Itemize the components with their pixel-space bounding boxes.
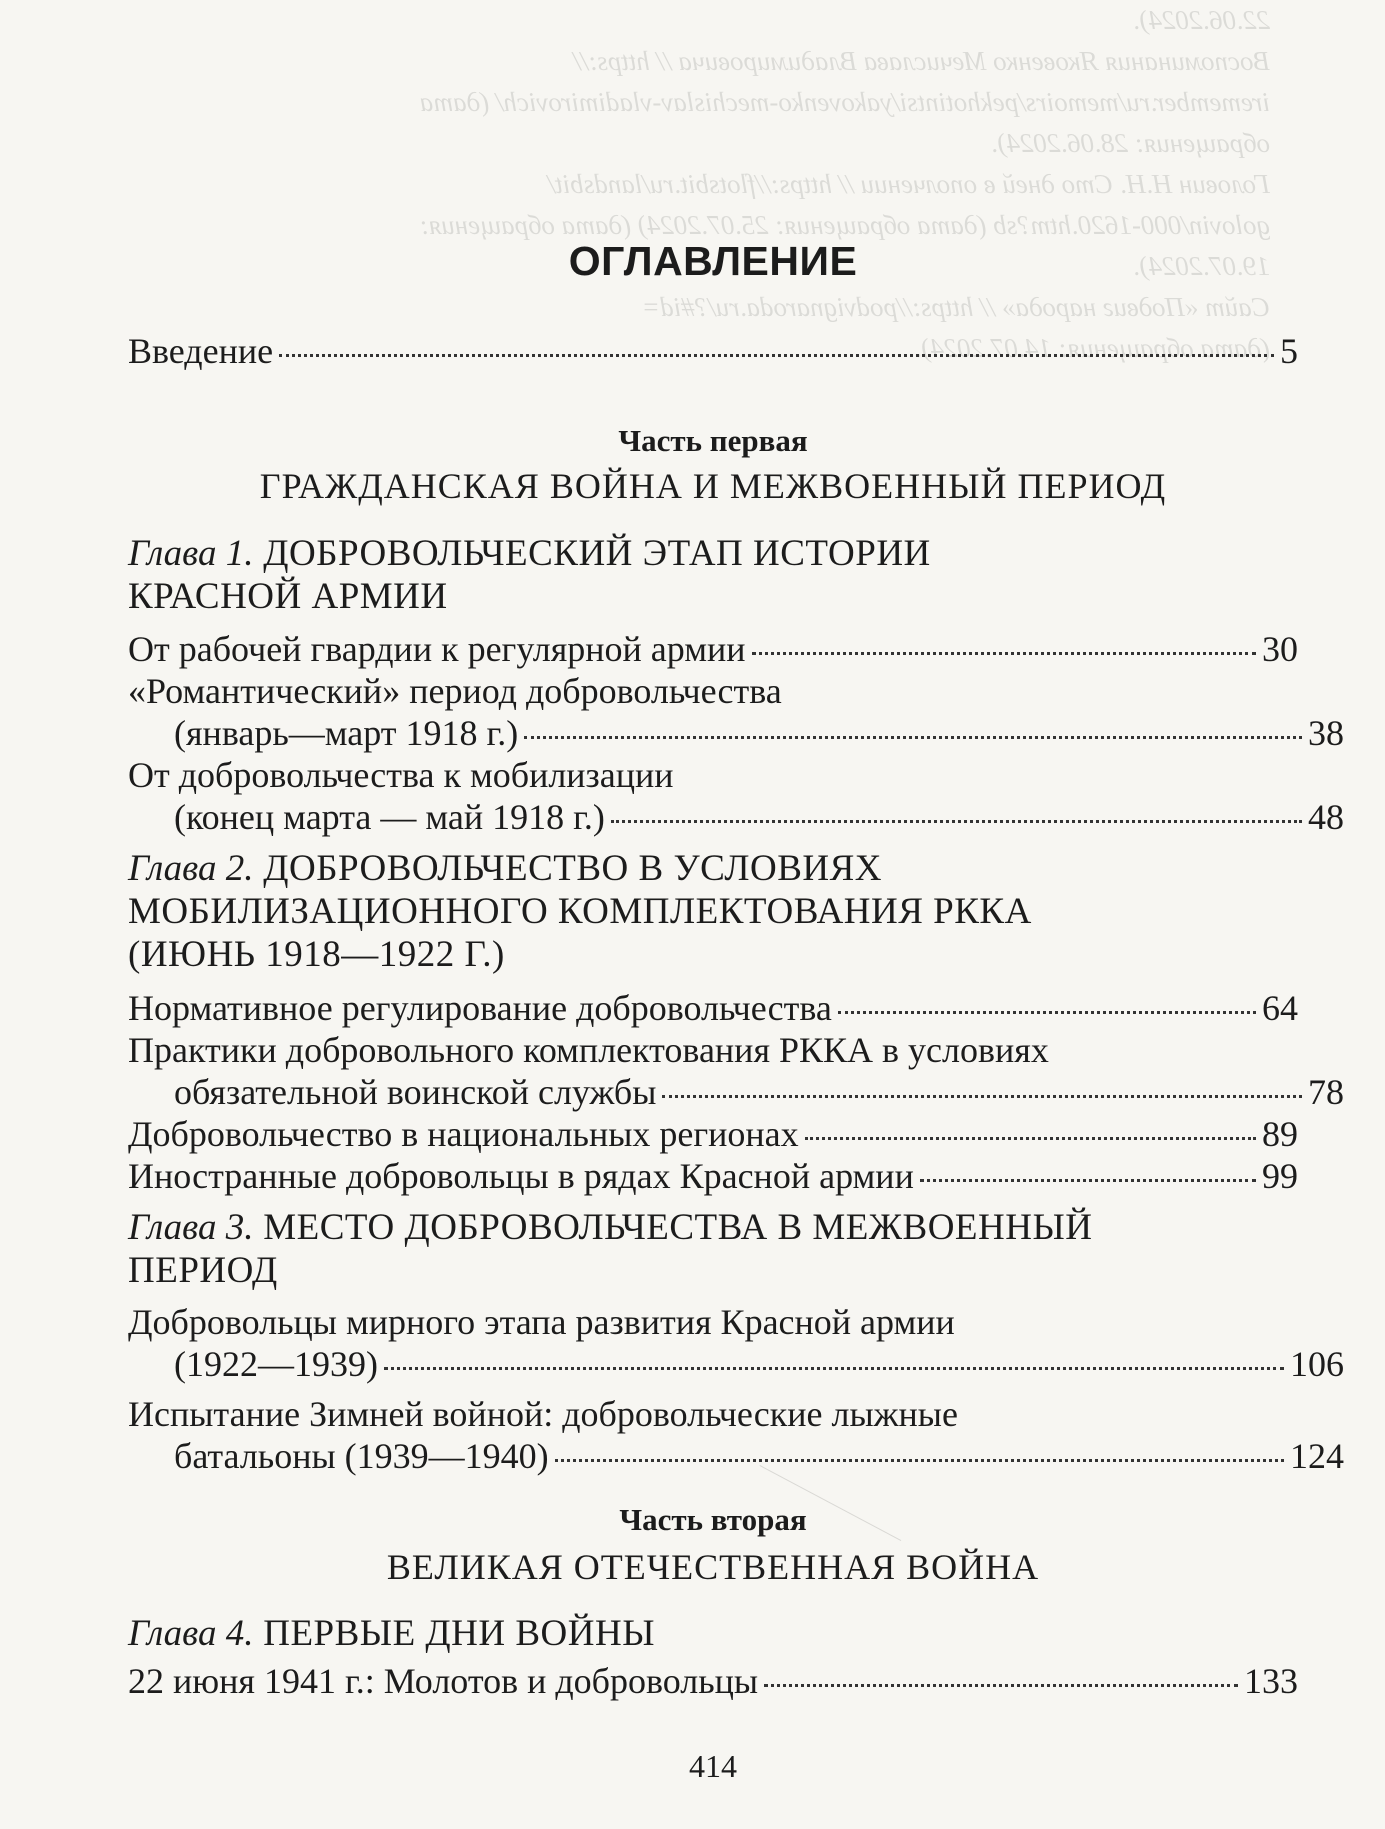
- toc-entry[interactable]: [128, 1343, 1344, 1385]
- entry-page: 64: [1262, 988, 1298, 1028]
- show-through-text: [120, 0, 1270, 369]
- entry-title: (январь—март 1918 г.): [174, 713, 519, 753]
- chapter-number: Глава 4.: [128, 1613, 254, 1654]
- entry-title-first-line: Испытание Зимней войной: добровольческие лыжные: [128, 1394, 958, 1434]
- entry-page: 78: [1308, 1072, 1344, 1112]
- ghost-line: (дата обращения: 14.07.2024).: [914, 333, 1270, 363]
- entry-page: 38: [1308, 713, 1344, 753]
- dot-leader: [764, 1684, 1238, 1687]
- entry-page: 133: [1244, 1661, 1298, 1701]
- ghost-line: 19.07.2024).: [1132, 251, 1270, 281]
- entry-title-first-line: Практики добровольного комплектования РККА в условиях: [128, 1030, 1049, 1070]
- part-title: ГРАЖДАНСКАЯ ВОЙНА И МЕЖВОЕННЫЙ ПЕРИОД: [259, 466, 1167, 506]
- dot-leader: [662, 1095, 1302, 1098]
- entry-title: Нормативное регулирование добровольчества: [128, 988, 832, 1028]
- entry-page: 124: [1290, 1436, 1344, 1476]
- entry-page: 48: [1308, 797, 1344, 837]
- chapter-title-continued: МОБИЛИЗАЦИОННОГО КОМПЛЕКТОВАНИЯ РККА: [128, 891, 1032, 932]
- chapter-title: ДОБРОВОЛЬЧЕСТВО В УСЛОВИЯХ: [263, 848, 883, 889]
- ghost-line: обращения: 28.06.2024).: [990, 128, 1270, 158]
- ghost-line: Сайт «Подвиг народа» // https://podvignaroda.ru/?#id=: [642, 292, 1270, 322]
- entry-title: (конец марта — май 1918 г.): [174, 797, 605, 837]
- dot-leader: [752, 652, 1256, 655]
- entry-title: Добровольчество в национальных регионах: [128, 1114, 799, 1154]
- chapter-title-continued: (ИЮНЬ 1918—1922 Г.): [128, 934, 505, 975]
- entry-page: 89: [1262, 1114, 1298, 1154]
- ghost-line: Головин Н.Н. Сто дней в ополчении // https://flotsbit.ru/landsbit/: [547, 169, 1270, 199]
- toc-entry[interactable]: [128, 1435, 1344, 1477]
- toc-entry[interactable]: [128, 628, 1298, 670]
- dot-leader: [805, 1137, 1256, 1140]
- chapter-title: МЕСТО ДОБРОВОЛЬЧЕСТВА В МЕЖВОЕННЫЙ: [263, 1207, 1093, 1248]
- ghost-line: 22.06.2024).: [1132, 5, 1270, 35]
- chapter-title-continued: КРАСНОЙ АРМИИ: [128, 576, 448, 617]
- entry-title: Введение: [128, 331, 274, 371]
- ghost-line: golovin/000-1620.htm?sb (дата обращения: 25.07.2024) (дата обращения:: [419, 210, 1270, 240]
- entry-title: обязательной воинской службы: [174, 1072, 657, 1112]
- chapter-heading: [128, 1612, 1298, 1655]
- page-title: ОГЛАВЛЕНИЕ: [568, 238, 858, 284]
- chapter-number: Глава 3.: [128, 1207, 254, 1248]
- toc-entry[interactable]: [128, 1071, 1344, 1113]
- part-title: ВЕЛИКАЯ ОТЕЧЕСТВЕННАЯ ВОЙНА: [386, 1547, 1040, 1587]
- part-label: Часть первая: [618, 423, 808, 458]
- chapter-heading: [128, 847, 1298, 890]
- ghost-line: iremember.ru/memoirs/pekhotintsi/yakovenko-mechislav-vladimirovich/ (дата: [419, 87, 1270, 117]
- chapter-heading: [128, 532, 1298, 575]
- ghost-line: Воспоминания Яковенко Мечислава Владимировича // https://: [573, 46, 1270, 76]
- entry-title: (1922—1939): [174, 1344, 378, 1384]
- entry-page: 5: [1280, 331, 1298, 371]
- entry-title-first-line: Добровольцы мирного этапа развития Красной армии: [128, 1302, 955, 1342]
- toc-entry[interactable]: [128, 1155, 1298, 1197]
- entry-title: 22 июня 1941 г.: Молотов и добровольцы: [128, 1661, 759, 1701]
- entry-title: Иностранные добровольцы в рядах Красной армии: [128, 1156, 914, 1196]
- chapter-title: ДОБРОВОЛЬЧЕСКИЙ ЭТАП ИСТОРИИ: [263, 533, 931, 574]
- toc-entry-introduction[interactable]: [128, 330, 1298, 372]
- entry-title-first-line: От добровольчества к мобилизации: [128, 755, 674, 795]
- entry-title: От рабочей гвардии к регулярной армии: [128, 629, 746, 669]
- chapter-title: ПЕРВЫЕ ДНИ ВОЙНЫ: [263, 1613, 655, 1654]
- entry-page: 106: [1290, 1344, 1344, 1384]
- dot-leader: [555, 1459, 1284, 1462]
- dot-leader: [611, 820, 1302, 823]
- entry-page: 30: [1262, 629, 1298, 669]
- chapter-title-continued: ПЕРИОД: [128, 1250, 278, 1291]
- toc-entry[interactable]: [128, 1113, 1298, 1155]
- entry-title: батальоны (1939—1940): [174, 1436, 549, 1476]
- part-label: Часть вторая: [619, 1502, 807, 1537]
- dot-leader: [920, 1179, 1256, 1182]
- page-number: 414: [689, 1748, 737, 1784]
- entry-page: 99: [1262, 1156, 1298, 1196]
- toc-entry[interactable]: [128, 796, 1344, 838]
- dot-leader: [838, 1011, 1256, 1014]
- entry-title-first-line: «Романтический» период добровольчества: [128, 671, 782, 711]
- dot-leader: [384, 1367, 1284, 1370]
- dot-leader: [524, 736, 1302, 739]
- toc-entry[interactable]: [128, 987, 1298, 1029]
- chapter-number: Глава 2.: [128, 848, 254, 889]
- toc-entry[interactable]: [128, 712, 1344, 754]
- chapter-number: Глава 1.: [128, 533, 254, 574]
- dot-leader: [279, 354, 1274, 357]
- chapter-heading: [128, 1206, 1298, 1249]
- toc-entry[interactable]: [128, 1660, 1298, 1702]
